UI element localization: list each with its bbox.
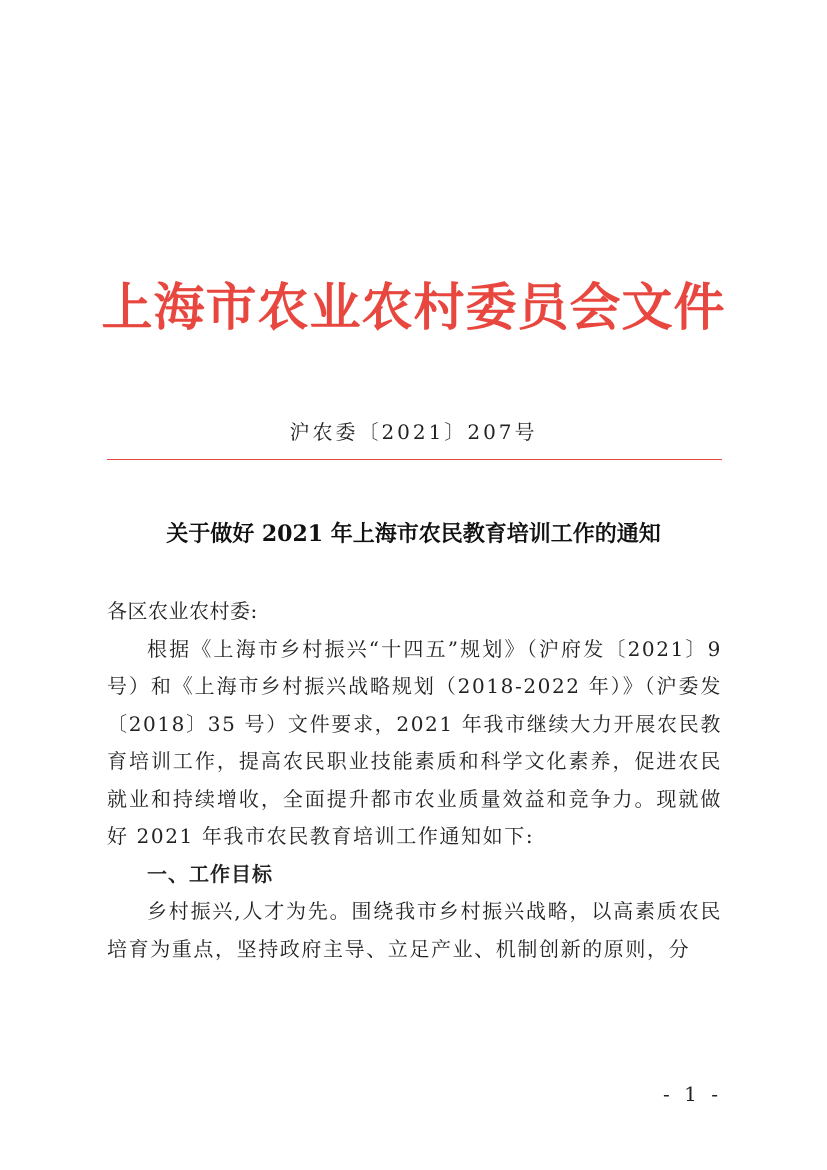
page-number: - 1 - [663, 1082, 722, 1106]
header-divider [107, 459, 722, 460]
section-heading-work-goals: 一、工作目标 [147, 861, 273, 886]
document-number: 沪农委〔2021〕207号 [289, 420, 538, 444]
document-header-title: 上海市农业农村委员会文件 [101, 278, 726, 338]
document-body [107, 593, 722, 968]
notice-title: 关于做好 2021 年上海市农民教育培训工作的通知 [166, 521, 661, 547]
paragraph-goals: 乡村振兴,人才为先。围绕我市乡村振兴战略，以高素质农民培育为重点，坚持政府主导、立足产业、机制创新的原则，分 [107, 899, 722, 961]
salutation: 各区农业农村委: [107, 599, 258, 623]
paragraph-intro: 根据《上海市乡村振兴“十四五”规划》（沪府发〔2021〕9 号）和《上海市乡村振兴战略规划（2018-2022 年）》（沪委发〔2018〕35 号）文件要求，2021 年我市继续大力开展农民教育培训工作，提高农民职业技能素质和科学文化素养，促进农民就业和持续增收，全面提升都市农业质量效益和竞争力。现就做好 2021 年我市农民教育培训工作通知如下: [107, 636, 722, 848]
